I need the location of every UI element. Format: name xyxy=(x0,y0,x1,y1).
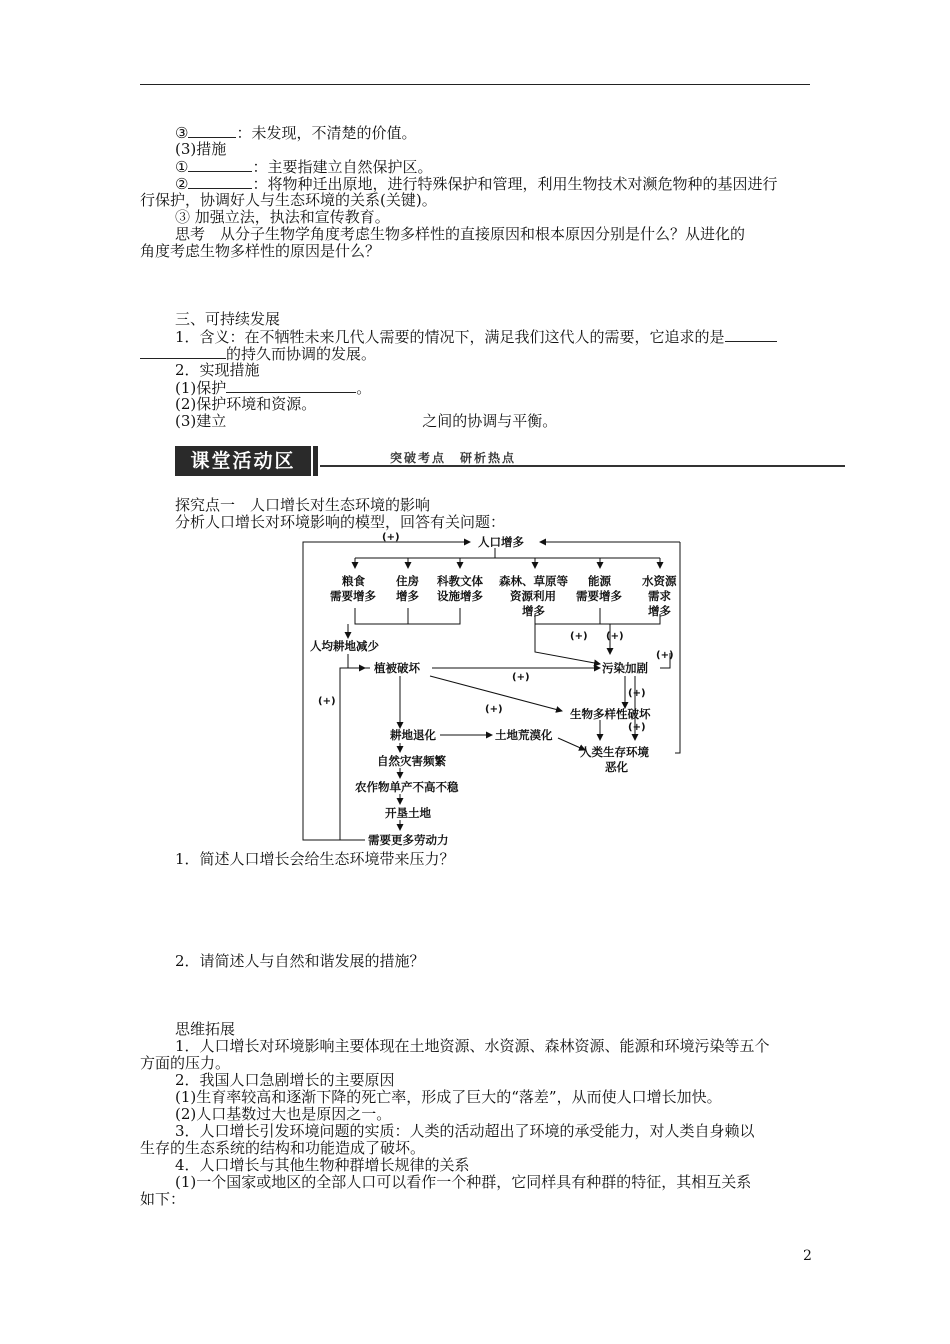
classroom-banner xyxy=(175,446,845,478)
answer-blank[interactable] xyxy=(725,328,777,342)
definition-line: 1．含义：在不牺牲未来几代人需要的情况下，满足我们这代人的需要，它追求的是 xyxy=(175,328,777,346)
extension-p4-cont: 如下： xyxy=(140,1190,186,1208)
extension-p2b: (2)人口基数过大也是原因之一。 xyxy=(175,1105,392,1123)
extension-p1-cont: 方面的压力。 xyxy=(140,1054,231,1072)
diagram-node: 科教文体 xyxy=(437,574,483,588)
diagram-node: 需求 xyxy=(648,589,671,603)
diagram-node: 森林、草原等 xyxy=(499,574,568,588)
question-1: 1．简述人口增长会给生态环境带来压力？ xyxy=(175,850,455,868)
plus-label: (+) xyxy=(606,631,624,642)
plus-label: (+) xyxy=(318,696,336,707)
answer-blank[interactable] xyxy=(140,345,226,359)
measure-item-2: ② ：将物种迁出原地，进行特殊保护和管理，利用生物技术对濒危物种的基因进行 xyxy=(175,175,778,193)
measures-heading: (3)措施 xyxy=(175,140,227,158)
implementation-item-2: (2)保护环境和资源。 xyxy=(175,395,317,413)
diagram-node: 恶化 xyxy=(605,760,628,774)
diagram-node: 生物多样性破坏 xyxy=(570,707,651,721)
population-impact-diagram xyxy=(300,528,690,850)
think-question: 思考 从分子生物学角度考虑生物多样性的直接原因和根本原因分别是什么？从进化的 xyxy=(175,225,746,243)
diagram-node: 人类生存环境 xyxy=(580,745,649,759)
diagram-node: 农作物单产不高不稳 xyxy=(355,780,459,794)
answer-blank[interactable] xyxy=(226,379,356,393)
measure-item-1: ① ：主要指建立自然保护区。 xyxy=(175,158,433,176)
diagram-node: 增多 xyxy=(396,589,419,603)
extension-p3: 3．人口增长引发环境问题的实质：人类的活动超出了环境的承受能力，对人类自身赖以 xyxy=(175,1122,755,1140)
implementation-item-3: (3)建立 之间的协调与平衡。 xyxy=(175,412,558,430)
diagram-node: 耕地退化 xyxy=(390,728,436,742)
answer-blank[interactable] xyxy=(188,158,252,172)
definition-line-cont: 的持久而协调的发展。 xyxy=(140,345,376,363)
measure-item-2-cont: 行保护，协调好人与生态环境的关系(关键)。 xyxy=(140,191,437,209)
plus-label: (+) xyxy=(656,650,674,661)
banner-bar xyxy=(313,446,318,476)
implementation-heading: 2．实现措施 xyxy=(175,361,260,379)
diagram-node: 需要增多 xyxy=(330,589,376,603)
extension-p1: 1．人口增长对环境影响主要体现在土地资源、水资源、森林资源、能源和环境污染等五个 xyxy=(175,1037,770,1055)
diagram-node: 开垦土地 xyxy=(385,806,431,820)
diagram-node: 污染加剧 xyxy=(602,661,648,675)
extension-p4: 4．人口增长与其他生物种群增长规律的关系 xyxy=(175,1156,470,1174)
measure-item-3: ③ 加强立法，执法和宣传教育。 xyxy=(175,208,390,226)
diagram-node: 住房 xyxy=(396,574,419,588)
implementation-item-1: (1)保护 。 xyxy=(175,379,372,397)
page-number: 2 xyxy=(803,1248,812,1264)
extension-p2a: (1)生育率较高和逐渐下降的死亡率，形成了巨大的“落差”，从而使人口增长加快。 xyxy=(175,1088,722,1106)
diagram-node: 土地荒漠化 xyxy=(495,728,553,742)
plus-label: (+) xyxy=(512,672,530,683)
extension-p4a: (1)一个国家或地区的全部人口可以看作一个种群，它同样具有种群的特征，其相互关系 xyxy=(175,1173,752,1191)
plus-label: (+) xyxy=(628,688,646,699)
diagram-node: 人口增多 xyxy=(478,535,524,549)
diagram-node: 增多 xyxy=(522,604,545,618)
extension-p2: 2．我国人口急剧增长的主要原因 xyxy=(175,1071,395,1089)
plus-label: (+) xyxy=(485,704,503,715)
banner-title: 课堂活动区 xyxy=(175,446,311,476)
diagram-node: 水资源 xyxy=(642,574,677,588)
header-rule xyxy=(140,84,810,85)
diagram-node: 需要更多劳动力 xyxy=(368,833,449,847)
diagram-node: 需要增多 xyxy=(576,589,622,603)
answer-blank[interactable] xyxy=(188,175,252,189)
section-title-sustainable: 三、可持续发展 xyxy=(175,310,281,328)
diagram-node: 植被破坏 xyxy=(374,661,420,675)
diagram-node: 自然灾害频繁 xyxy=(377,754,446,768)
diagram-node: 增多 xyxy=(648,604,671,618)
question-2: 2．请简述人与自然和谐发展的措施？ xyxy=(175,952,425,970)
explore-intro: 分析人口增长对环境影响的模型，回答有关问题： xyxy=(175,513,506,531)
plus-label: (+) xyxy=(628,722,646,733)
plus-label: (+) xyxy=(570,631,588,642)
banner-subtitle: 突破考点 研析热点 xyxy=(390,451,517,465)
diagram-node: 资源利用 xyxy=(510,589,556,603)
extension-p3-cont: 生存的生态系统的结构和功能造成了破坏。 xyxy=(140,1139,426,1157)
plus-label: (+) xyxy=(382,532,400,543)
diagram-node: 人均耕地减少 xyxy=(310,639,379,653)
think-question-cont: 角度考虑生物多样性的原因是什么？ xyxy=(140,242,381,260)
diagram-node: 粮食 xyxy=(342,574,365,588)
line-item-3: ③ ：未发现，不清楚的价值。 xyxy=(175,124,417,142)
extension-title: 思维拓展 xyxy=(175,1020,236,1038)
diagram-node: 能源 xyxy=(588,574,611,588)
answer-blank[interactable] xyxy=(188,124,236,138)
diagram-node: 设施增多 xyxy=(437,589,483,603)
explore-point-title: 探究点一 人口增长对生态环境的影响 xyxy=(175,496,431,514)
